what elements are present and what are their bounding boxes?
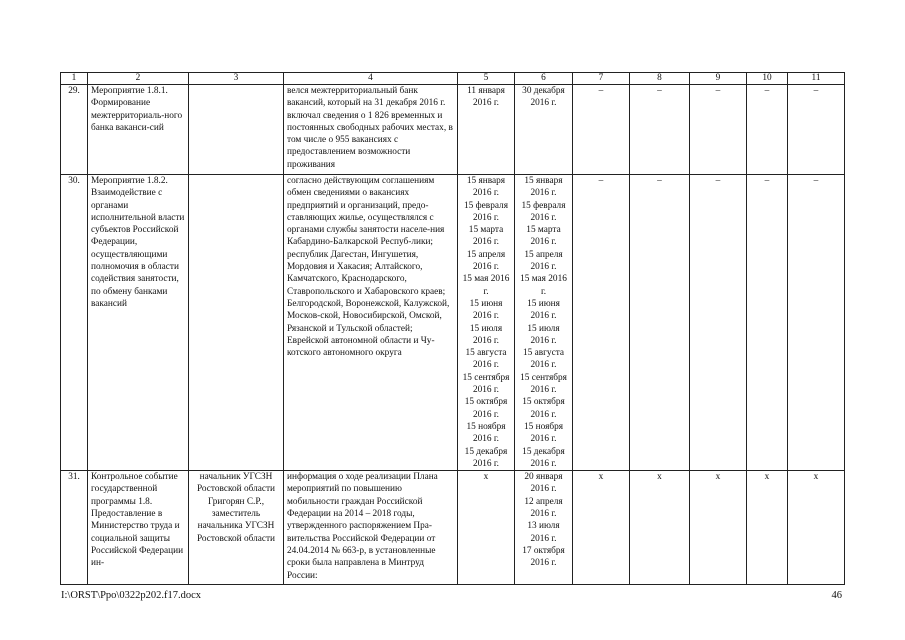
date-entry: 15 ноября 2016 г. xyxy=(524,421,563,445)
date-entry: 11 января 2016 г. xyxy=(467,86,505,109)
col-header: 11 xyxy=(788,73,845,85)
col7-cell: – xyxy=(573,85,630,175)
end-dates-cell xyxy=(515,85,573,175)
col10-cell: x xyxy=(747,471,788,585)
responsible-cell xyxy=(189,175,284,471)
col8-cell: – xyxy=(630,175,690,471)
date-entry: 15 марта 2016 г. xyxy=(468,225,504,248)
date-entry: 15 мая 2016 г. xyxy=(520,274,567,297)
date-entry: x xyxy=(483,472,489,483)
col10-cell: – xyxy=(747,175,788,471)
result-cell: согласно действующим соглашениям обмен сведениями о вакансиях предприятий и организаций, предо-ставляющих жилье, осуществлялся с органами службы занятости населе-ния Кабардино-Балкарской Респуб-лики; республик Дагестан, Ингушетия, Мордовия и Хакасия; Алтайского, Камчатского, Краснодарского, Ставропольского и Хабаровского краев; Белгородской, Воронежской, Калужской, Москов-ской, Новосибирской, Омской, Рязанской и Тульской областей; Еврейской автономной области и Чу-котского автономного округа xyxy=(284,175,458,471)
date-entry: 15 апреля 2016 г. xyxy=(524,249,563,273)
col-header: 1 xyxy=(61,73,88,85)
date-entry: 15 сентября 2016 г. xyxy=(462,372,510,396)
table-row xyxy=(61,175,845,471)
table-row xyxy=(61,471,845,585)
row-number: 29. xyxy=(61,85,88,175)
col-header: 6 xyxy=(515,73,573,85)
date-entry: 15 августа 2016 г. xyxy=(522,348,565,371)
row-number: 30. xyxy=(61,175,88,471)
col11-cell: x xyxy=(788,471,845,585)
col7-cell: – xyxy=(573,175,630,471)
col-header: 10 xyxy=(747,73,788,85)
col11-cell: – xyxy=(788,85,845,175)
col9-cell: – xyxy=(690,85,747,175)
event-cell: Мероприятие 1.8.2. Взаимодействие с органами исполнительной власти субъектов Российской Федерации, осуществляющими полномочия в области содействия занятости, по обмену банками вакансий xyxy=(88,175,189,471)
date-entry: 15 октября 2016 г. xyxy=(464,397,508,420)
end-dates-cell xyxy=(515,175,573,471)
col-header: 7 xyxy=(573,73,630,85)
date-entry: 15 июля 2016 г. xyxy=(527,323,560,346)
date-entry: 13 июля 2016 г. xyxy=(527,521,560,544)
document-path: I:\ORST\Ppo\0322p202.f17.docx xyxy=(61,590,202,601)
date-entry: 15 февраля 2016 г. xyxy=(521,200,566,223)
date-entry: 20 января 2016 г. xyxy=(524,472,563,495)
date-entry: 15 декабря 2016 г. xyxy=(464,446,508,469)
start-dates-cell xyxy=(458,471,515,585)
date-entry: 15 сентября 2016 г. xyxy=(520,372,567,396)
table-row xyxy=(61,85,845,175)
responsible-cell xyxy=(189,85,284,175)
date-entry: 15 ноября 2016 г. xyxy=(466,421,506,445)
start-dates-cell xyxy=(458,175,515,471)
date-entry: 15 января 2016 г. xyxy=(524,176,563,199)
date-entry: 15 октября 2016 г. xyxy=(522,397,565,420)
result-cell: велся межтерриториальный банк вакансий, который на 31 декабря 2016 г. включал сведения о 1 826 временных и постоянных свободных рабочих местах, в том числе о 955 вакансиях с предоставлением возможности проживания xyxy=(284,85,458,175)
date-entry: 12 апреля 2016 г. xyxy=(524,496,563,520)
col-header: 9 xyxy=(690,73,747,85)
date-entry: 15 мая 2016 г. xyxy=(462,274,510,297)
col7-cell: x xyxy=(573,471,630,585)
date-entry: 15 февраля 2016 г. xyxy=(464,200,508,223)
col-header: 5 xyxy=(458,73,515,85)
col8-cell: – xyxy=(630,85,690,175)
responsible-cell: начальник УГСЗН Ростовской области Григорян С.Р., заместитель начальника УГСЗН Ростовской области xyxy=(189,471,284,585)
event-cell: Контрольное событие государственной программы 1.8. Предоставление в Министерство труда и социальной защиты Российской Федерации ин- xyxy=(88,471,189,585)
event-cell: Мероприятие 1.8.1. Формирование межтерриториаль-ного банка ваканси-сий xyxy=(88,85,189,175)
col9-cell: x xyxy=(690,471,747,585)
end-dates-cell xyxy=(515,471,573,585)
col-header: 8 xyxy=(630,73,690,85)
col-header: 3 xyxy=(189,73,284,85)
date-entry: 15 июня 2016 г. xyxy=(469,298,503,322)
date-entry: 15 июля 2016 г. xyxy=(469,323,503,346)
row-number: 31. xyxy=(61,471,88,585)
date-entry: 17 октября 2016 г. xyxy=(522,545,565,569)
page-number: 46 xyxy=(831,590,842,601)
col11-cell: – xyxy=(788,175,845,471)
date-entry: 15 апреля 2016 г. xyxy=(466,249,506,273)
date-entry: 15 декабря 2016 г. xyxy=(522,446,565,469)
date-entry: 15 июня 2016 г. xyxy=(527,298,560,322)
result-cell: информация о ходе реализации Плана мероприятий по повышению мобильности граждан Российской Федерации на 2014 – 2018 годы, утвержденного распоряжением Пра-вительства Российской Федерации от 24.04.2014 № 663-р, в установленные сроки была направлена в Минтруд России: xyxy=(284,471,458,585)
col10-cell: – xyxy=(747,85,788,175)
report-table xyxy=(60,72,845,585)
col8-cell: x xyxy=(630,471,690,585)
start-dates-cell xyxy=(458,85,515,175)
header-row xyxy=(61,73,845,85)
date-entry: 30 декабря 2016 г. xyxy=(522,86,565,109)
date-entry: 15 января 2016 г. xyxy=(466,176,506,199)
col9-cell: – xyxy=(690,175,747,471)
col-header: 4 xyxy=(284,73,458,85)
date-entry: 15 марта 2016 г. xyxy=(526,225,561,248)
date-entry: 15 августа 2016 г. xyxy=(465,348,507,371)
col-header: 2 xyxy=(88,73,189,85)
